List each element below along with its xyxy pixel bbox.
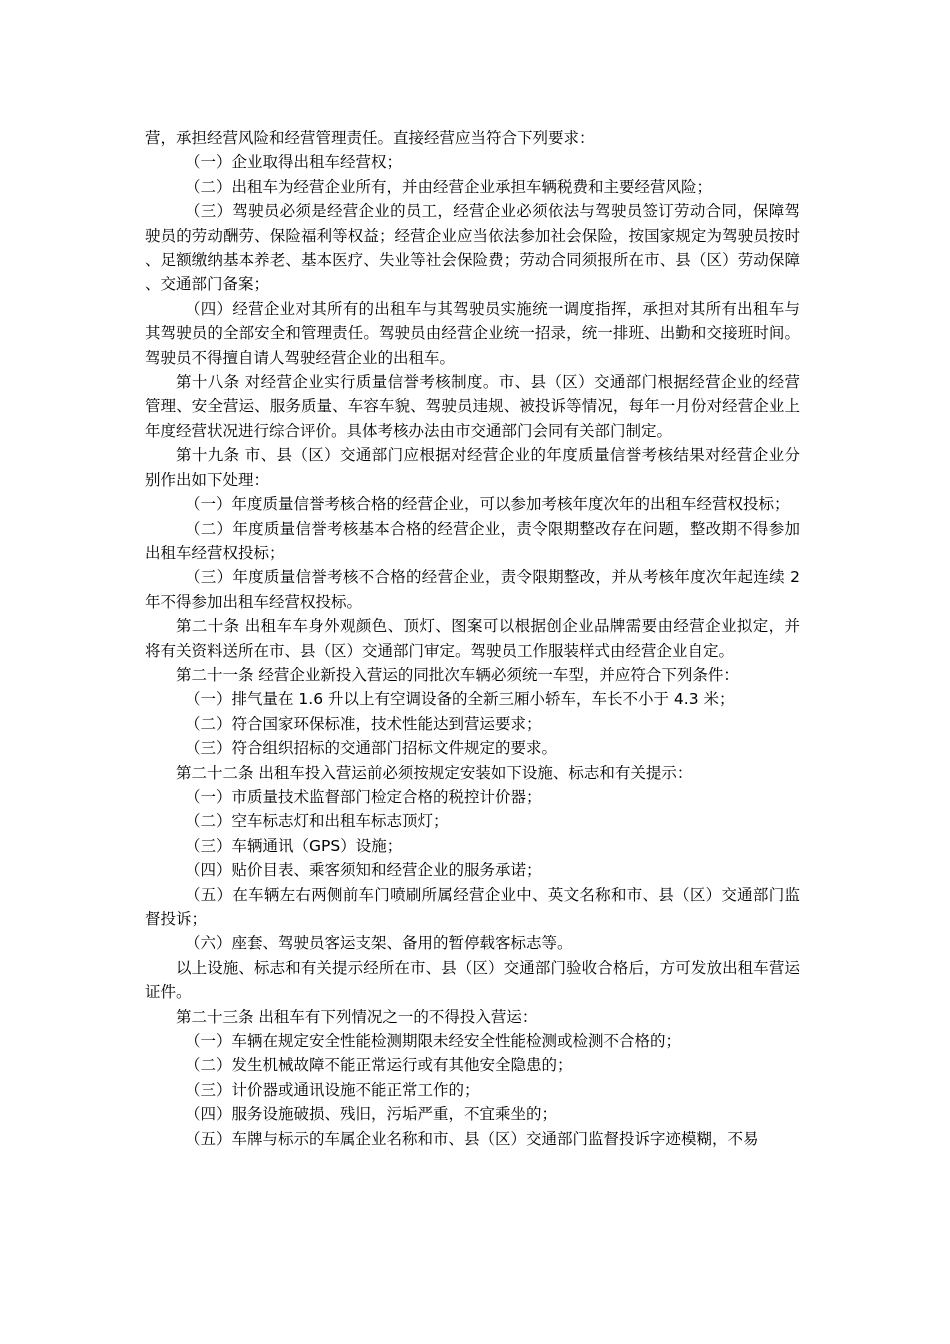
list-item: （三）符合组织招标的交通部门招标文件规定的要求。 (185, 739, 558, 758)
article-paragraph: 第十八条 对经营企业实行质量信誉考核制度。市、县（区）交通部门根据经营企业的经营管理、安全营运、服务质量、车容车貌、驾驶员违规、被投诉等情况，每年一月份对经营企业上年度经营状况进行综合评价。具体考核办法由市交通部门会同有关部门制定。 (145, 373, 800, 440)
list-item: （三）驾驶员必须是经营企业的员工，经营企业必须依法与驾驶员签订劳动合同，保障驾驶员的劳动酬劳、保险福利等权益；经营企业应当依法参加社会保险，按国家规定为驾驶员按时、足额缴纳基本养老、基本医疗、失业等社会保险费；劳动合同须报所在市、县（区）劳动保障、交通部门备案； (145, 202, 800, 294)
article-paragraph: 第二十二条 出租车投入营运前必须按规定安装如下设施、标志和有关提示： (176, 763, 693, 782)
article-paragraph: 第十九条 市、县（区）交通部门应根据对经营企业的年度质量信誉考核结果对经营企业分别作出如下处理： (145, 446, 800, 489)
list-item: （三）计价器或通讯设施不能正常工作的； (185, 1080, 480, 1099)
list-item: （四）经营企业对其所有的出租车与其驾驶员实施统一调度指挥，承担对其所有出租车与其驾驶员的全部安全和管理责任。驾驶员由经营企业统一招录，统一排班、出勤和交接班时间。驾驶员不得擅自请人驾驶经营企业的出租车。 (145, 299, 800, 367)
list-item: （四）贴价目表、乘客须知和经营企业的服务承诺； (185, 861, 542, 880)
list-item: （二）发生机械故障不能正常运行或有其他安全隐患的； (185, 1056, 573, 1075)
list-item: （一）车辆在规定安全性能检测期限未经安全性能检测或检测不合格的； (185, 1032, 682, 1051)
list-item: （六）座套、驾驶员客运支架、备用的暂停载客标志等。 (185, 934, 573, 953)
list-item: （一）企业取得出租车经营权； (185, 153, 403, 172)
list-item: （一）年度质量信誉考核合格的经营企业，可以参加考核年度次年的出租车经营权投标； (185, 495, 790, 514)
list-item: （一）排气量在 1.6 升以上有空调设备的全新三厢小轿车，车长不小于 4.3 米； (185, 690, 735, 709)
list-item: （二）出租车为经营企业所有，并由经营企业承担车辆税费和主要经营风险； (185, 177, 713, 196)
list-item: （二）年度质量信誉考核基本合格的经营企业，责令限期整改存在问题，整改期不得参加出租车经营权投标； (145, 519, 800, 562)
article-paragraph: 第二十条 出租车车身外观颜色、顶灯、图案可以根据创企业品牌需要由经营企业拟定，并将有关资料送所在市、县（区）交通部门审定。驾驶员工作服装样式由经营企业自定。 (145, 617, 800, 660)
document-body (145, 126, 800, 1151)
list-item: （二）空车标志灯和出租车标志顶灯； (185, 812, 449, 831)
list-item: （四）服务设施破损、残旧，污垢严重，不宜乘坐的； (185, 1105, 558, 1124)
article-paragraph: 以上设施、标志和有关提示经所在市、县（区）交通部门验收合格后，方可发放出租车营运证件。 (145, 958, 800, 1002)
article-paragraph: 第二十一条 经营企业新投入营运的同批次车辆必须统一车型，并应符合下列条件： (176, 665, 739, 684)
article-paragraph: 第二十三条 出租车有下列情况之一的不得投入营运： (176, 1007, 538, 1026)
list-item: （五）在车辆左右两侧前车门喷刷所属经营企业中、英文名称和市、县（区）交通部门监督投诉； (145, 885, 800, 928)
list-item: （三）年度质量信誉考核不合格的经营企业，责令限期整改，并从考核年度次年起连续 2 年不得参加出租车经营权投标。 (145, 568, 800, 611)
paragraph: 营，承担经营风险和经营管理责任。直接经营应当符合下列要求： (145, 129, 595, 147)
list-item: （三）车辆通讯（GPS）设施； (185, 836, 403, 855)
list-item: （一）市质量技术监督部门检定合格的税控计价器； (185, 787, 542, 806)
list-item: （二）符合国家环保标准，技术性能达到营运要求； (185, 714, 542, 733)
list-item: （五）车牌与标示的车属企业名称和市、县（区）交通部门监督投诉字迹模糊，不易 (185, 1129, 759, 1148)
